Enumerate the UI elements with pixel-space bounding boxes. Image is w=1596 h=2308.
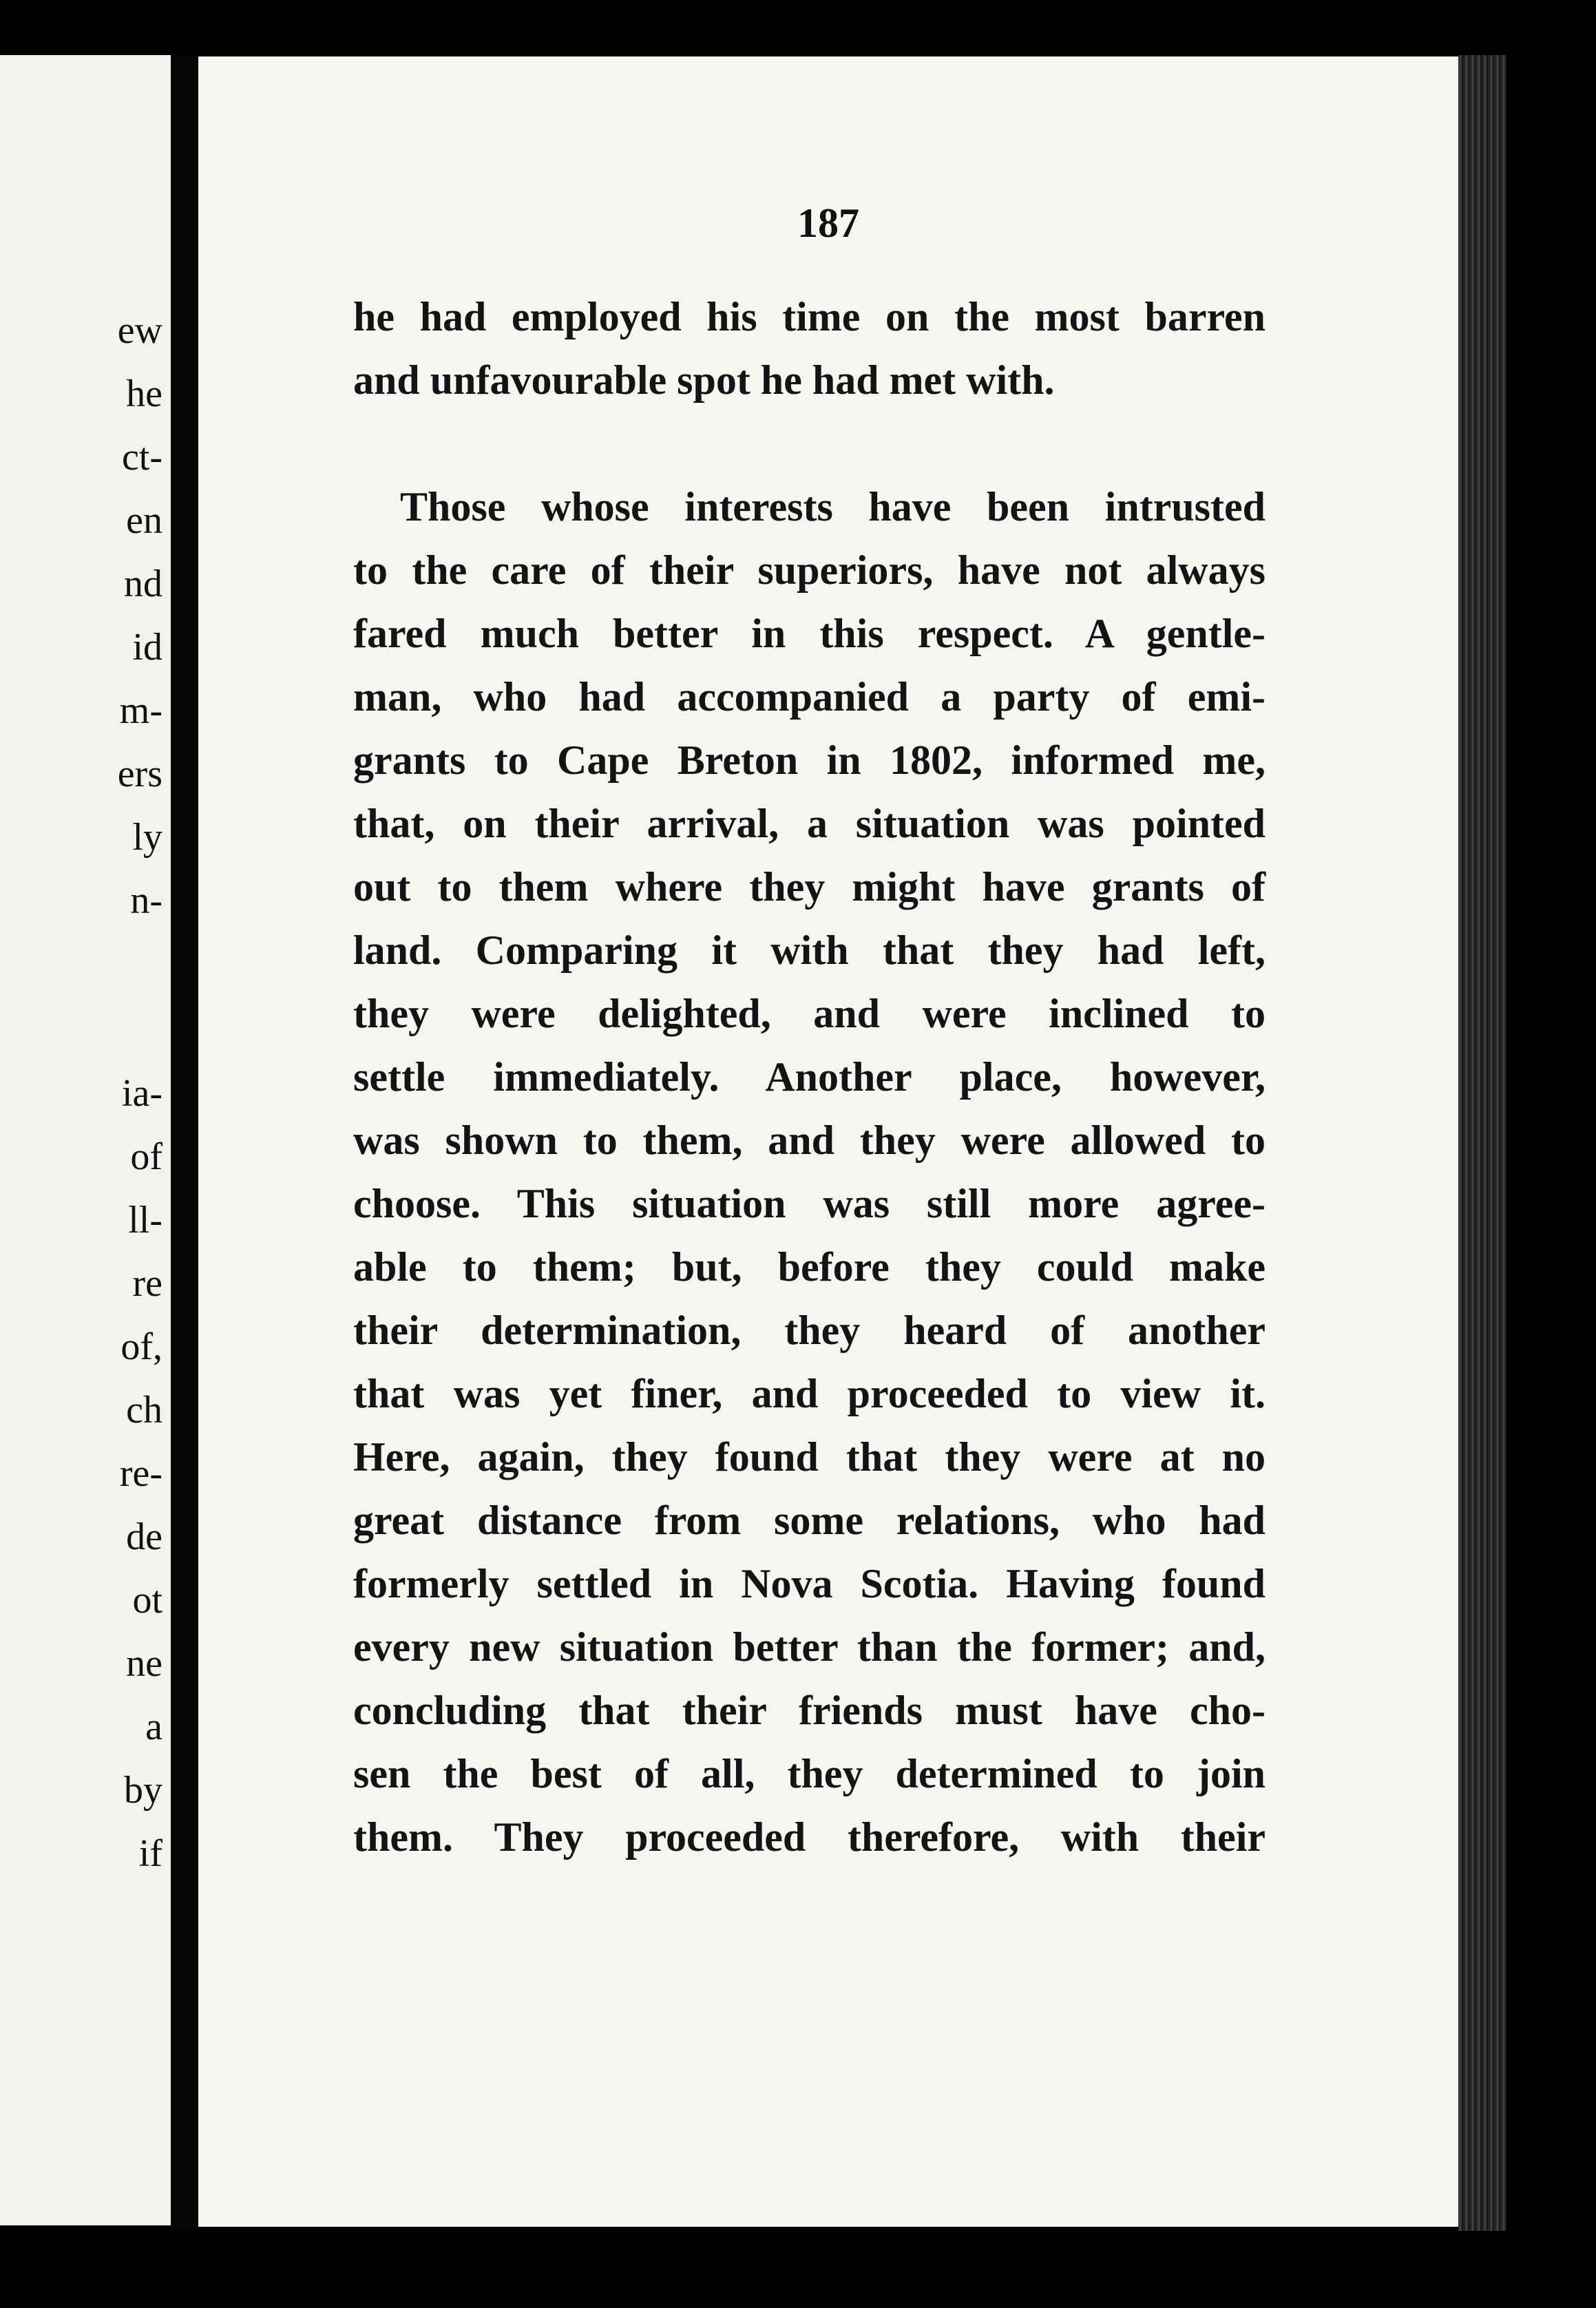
text-line: great distance from some relations, who had <box>353 1498 1266 1543</box>
text-line: their determination, they heard of another <box>353 1308 1266 1353</box>
left-text-fragment: id <box>132 626 162 669</box>
text-line: land. Comparing it with that they had left, <box>353 927 1266 973</box>
left-text-fragment: en <box>126 499 162 542</box>
text-line: was shown to them, and they were allowed to <box>353 1118 1266 1163</box>
text-line: every new situation better than the former; and, <box>353 1624 1266 1670</box>
left-text-fragment: ew <box>117 309 162 352</box>
left-text-fragment: de <box>126 1515 162 1558</box>
left-text-fragment: ct- <box>121 436 162 479</box>
text-line: he had employed his time on the most barren <box>353 294 1266 339</box>
text-line: concluding that their friends must have cho- <box>353 1688 1266 1733</box>
text-line: they were delighted, and were inclined to <box>353 991 1266 1036</box>
text-line: sen the best of all, they determined to join <box>353 1751 1266 1796</box>
text-line: man, who had accompanied a party of emi- <box>353 674 1266 720</box>
text-line: Those whose interests have been intrusted <box>400 484 1266 529</box>
text-line: to the care of their superiors, have not always <box>353 547 1266 593</box>
left-text-fragment: by <box>124 1769 162 1812</box>
text-line: that, on their arrival, a situation was pointed <box>353 801 1266 846</box>
left-text-fragment: re <box>132 1262 162 1305</box>
text-line: them. They proceeded therefore, with their <box>353 1814 1266 1860</box>
text-line: and unfavourable spot he had met with. <box>353 357 1055 403</box>
text-line: grants to Cape Breton in 1802, informed me, <box>353 737 1266 783</box>
left-text-fragment: ll- <box>128 1199 162 1241</box>
left-text-fragment: m- <box>119 689 162 732</box>
left-text-fragment: of <box>130 1135 162 1178</box>
left-text-fragment: n- <box>130 879 162 922</box>
left-text-fragment: he <box>126 373 162 415</box>
text-line: out to them where they might have grants of <box>353 864 1266 910</box>
left-text-fragment: ers <box>117 753 162 795</box>
text-line: Here, again, they found that they were at no <box>353 1434 1266 1480</box>
left-text-fragment: of, <box>120 1325 162 1368</box>
left-page <box>0 55 171 2225</box>
page-number: 187 <box>797 200 859 246</box>
left-text-fragment: if <box>138 1832 162 1875</box>
book-gutter <box>171 55 198 2231</box>
left-text-fragment: ia- <box>121 1072 162 1115</box>
text-line: able to them; but, before they could make <box>353 1244 1266 1290</box>
text-line: that was yet finer, and proceeded to view it. <box>353 1371 1266 1416</box>
left-text-fragment: ly <box>132 816 162 859</box>
text-line: fared much better in this respect. A gentle- <box>353 611 1266 656</box>
text-line: choose. This situation was still more agree- <box>353 1181 1266 1226</box>
left-text-fragment: re- <box>119 1452 162 1495</box>
left-text-fragment: ot <box>132 1579 162 1622</box>
left-text-fragment: a <box>145 1706 162 1748</box>
left-text-fragment: nd <box>124 563 162 605</box>
right-page <box>198 56 1458 2227</box>
left-text-fragment: ne <box>126 1642 162 1685</box>
page-edge <box>1458 55 1506 2231</box>
text-line: formerly settled in Nova Scotia. Having found <box>353 1561 1266 1606</box>
left-text-fragment: ch <box>126 1389 162 1431</box>
text-line: settle immediately. Another place, however, <box>353 1054 1266 1100</box>
